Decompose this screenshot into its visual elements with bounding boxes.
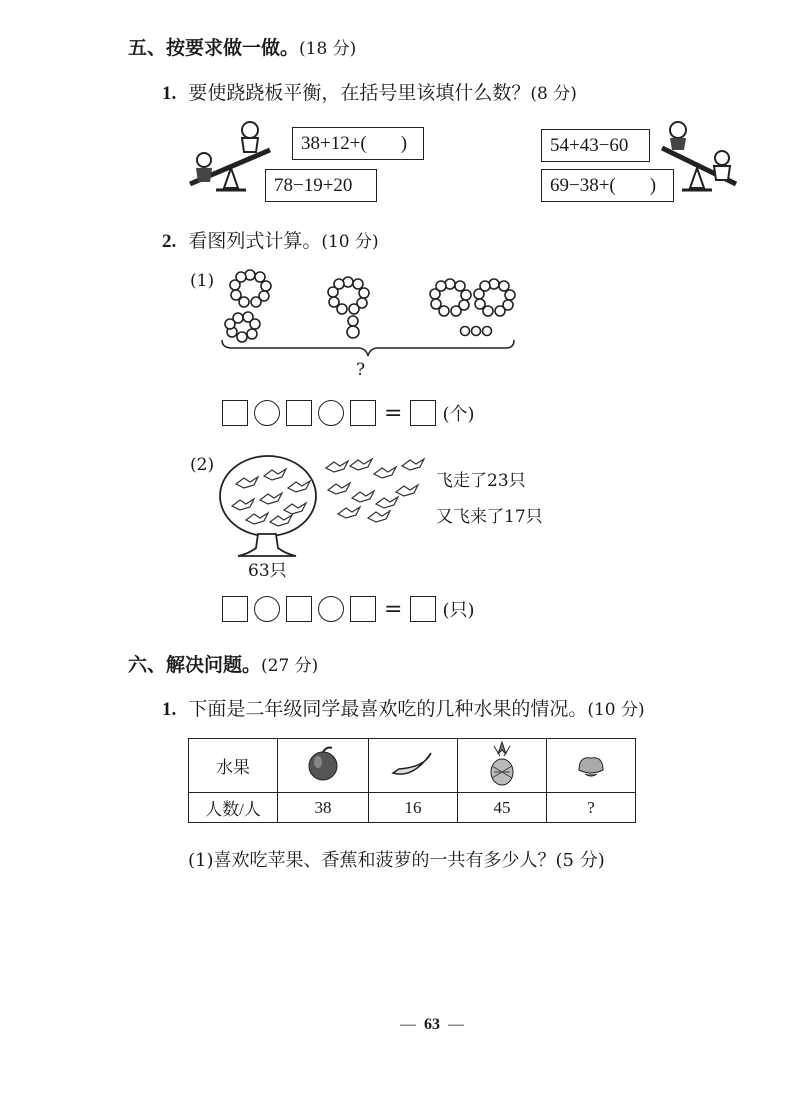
flew-away-text: 飞走了23只 bbox=[436, 471, 526, 491]
peach-icon bbox=[547, 739, 636, 793]
left-bottom-expression: 78−19+20 bbox=[265, 169, 377, 202]
table-row-label: 人数/人 bbox=[189, 793, 278, 823]
equals-sign: = bbox=[384, 596, 403, 622]
seesaw-right-illustration bbox=[656, 118, 741, 198]
apple-icon bbox=[278, 739, 369, 793]
right-top-expression: 54+43−60 bbox=[541, 129, 650, 162]
answer-box[interactable] bbox=[350, 596, 376, 622]
table-cell: 16 bbox=[369, 793, 458, 823]
flew-back-text: 又飞来了17只 bbox=[436, 507, 543, 527]
unit-label: (只) bbox=[442, 600, 475, 621]
operator-circle[interactable] bbox=[318, 596, 344, 622]
table-cell: ? bbox=[547, 793, 636, 823]
result-box[interactable] bbox=[410, 400, 436, 426]
answer-box[interactable] bbox=[286, 400, 312, 426]
operator-circle[interactable] bbox=[254, 596, 280, 622]
answer-box[interactable] bbox=[286, 596, 312, 622]
section5-title: 五、按要求做一做。(18 分) bbox=[128, 37, 357, 59]
tree-count-label: 63只 bbox=[248, 561, 287, 581]
answer-row-1 bbox=[222, 400, 474, 426]
left-top-expression: 38+12+( ) bbox=[292, 127, 424, 160]
table-cell: 38 bbox=[278, 793, 369, 823]
fruit-table bbox=[188, 738, 636, 823]
s6-q1-prompt: 1. 下面是二年级同学最喜欢吃的几种水果的情况。(10 分) bbox=[162, 698, 645, 720]
circles-illustration bbox=[218, 262, 528, 384]
section6-title: 六、解决问题。(27 分) bbox=[128, 654, 319, 676]
sub-question-1: (1)喜欢吃苹果、香蕉和菠萝的一共有多少人？(5 分) bbox=[188, 850, 605, 871]
q2-prompt: 2. 看图列式计算。(10 分) bbox=[162, 230, 379, 252]
table-header-fruit: 水果 bbox=[189, 739, 278, 793]
unit-label: (个) bbox=[442, 404, 475, 425]
answer-box[interactable] bbox=[222, 596, 248, 622]
answer-box[interactable] bbox=[350, 400, 376, 426]
equals-sign: = bbox=[384, 400, 403, 426]
q1-prompt: 1. 要使跷跷板平衡，在括号里该填什么数？(8 分) bbox=[162, 82, 577, 104]
result-box[interactable] bbox=[410, 596, 436, 622]
right-bottom-expression: 69−38+( ) bbox=[541, 169, 674, 202]
answer-box[interactable] bbox=[222, 400, 248, 426]
table-cell: 45 bbox=[458, 793, 547, 823]
answer-row-2 bbox=[222, 596, 474, 622]
seesaw-left-illustration bbox=[186, 118, 276, 198]
brace-question-mark: ? bbox=[356, 360, 366, 380]
page-number-footer: — 63 — bbox=[400, 1016, 464, 1033]
operator-circle[interactable] bbox=[318, 400, 344, 426]
operator-circle[interactable] bbox=[254, 400, 280, 426]
banana-icon bbox=[369, 739, 458, 793]
pineapple-icon bbox=[458, 739, 547, 793]
part1-label: (1) bbox=[190, 271, 215, 291]
part2-label: (2) bbox=[190, 455, 215, 475]
